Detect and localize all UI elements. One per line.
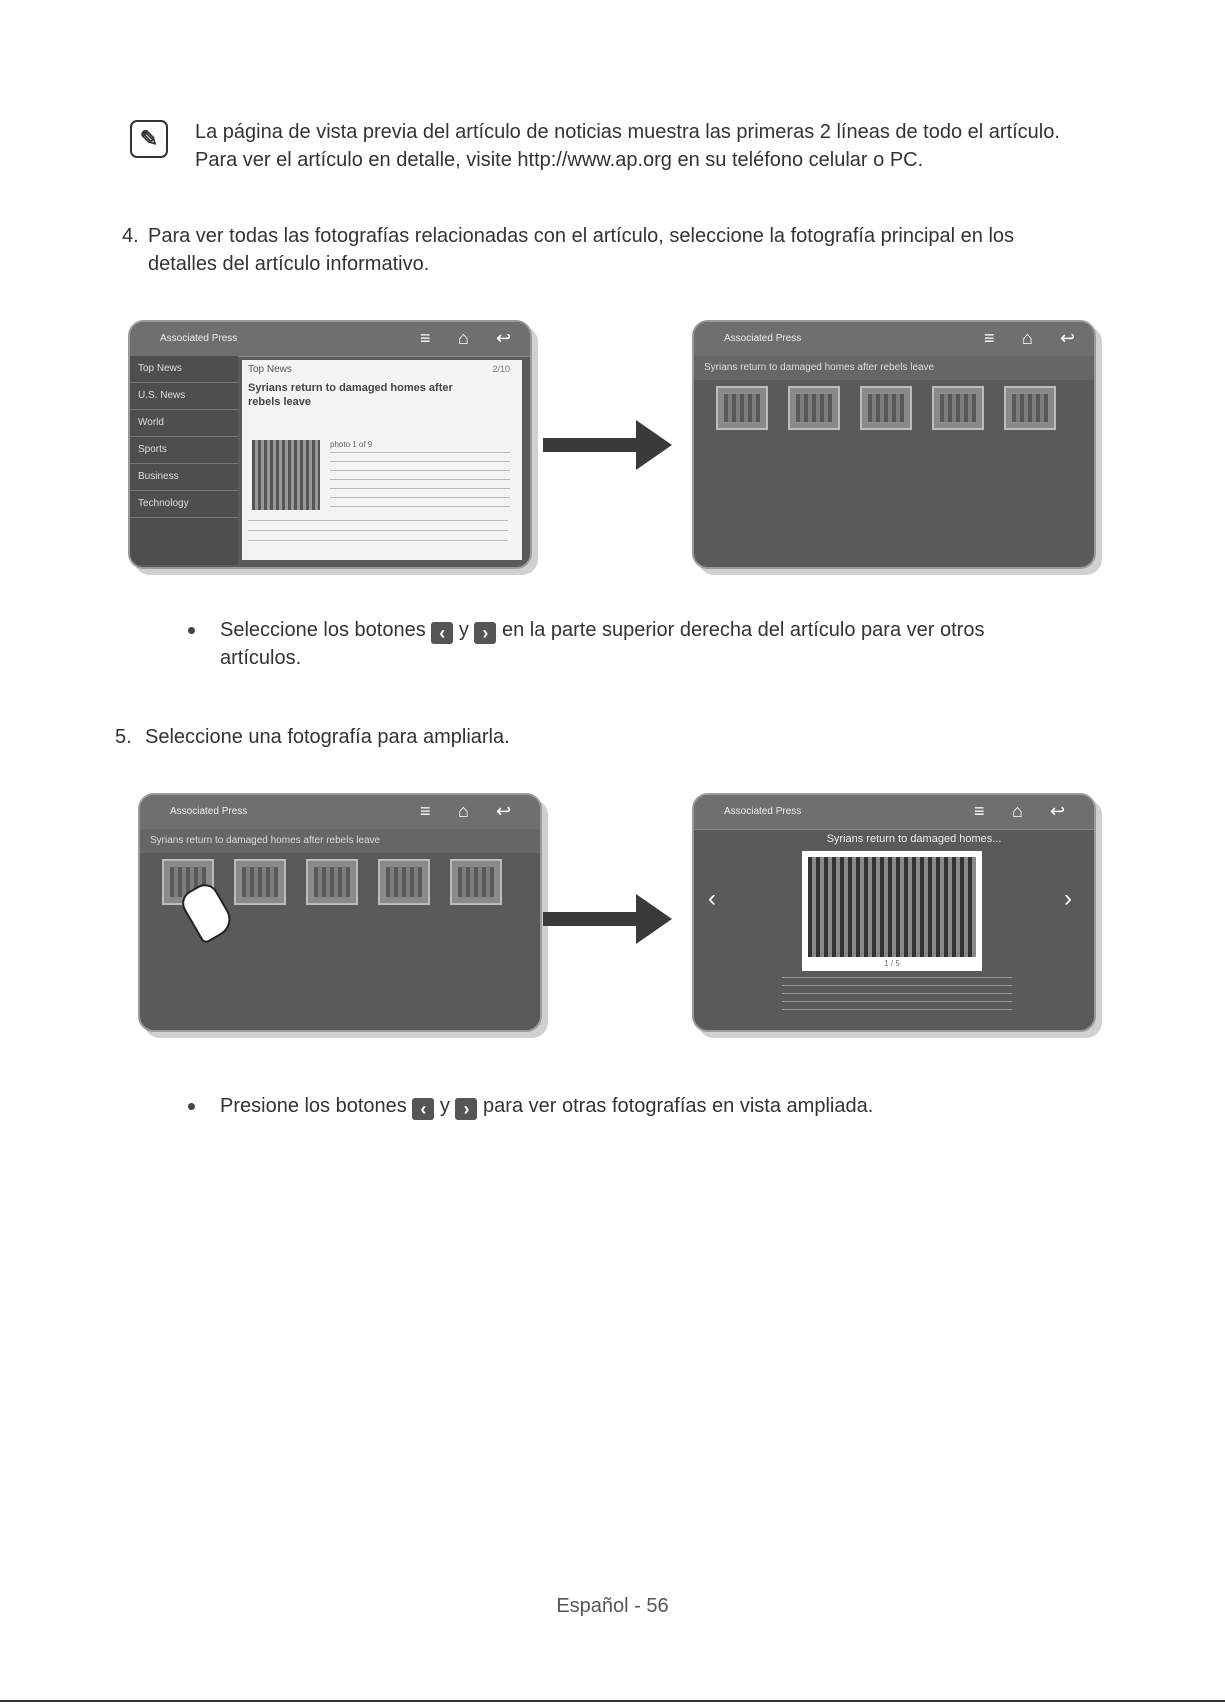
app-name: Associated Press [724, 806, 802, 817]
photo-thumbnail [1004, 386, 1056, 430]
gallery-headline: Syrians return to damaged homes after rebels leave [140, 829, 540, 853]
article-title-line-2: rebels leave [248, 396, 311, 408]
photo-counter: photo 1 of 9 [330, 440, 373, 449]
photo-thumbnail [860, 386, 912, 430]
caption-lines [782, 977, 1012, 1017]
note-line-1: La página de vista previa del artículo de noticias muestra las primeras 2 líneas de todo el artículo. [195, 121, 1060, 143]
photo-index: 1 / 5 [884, 959, 900, 968]
titlebar [130, 322, 530, 357]
home-icon: ⌂ [458, 801, 469, 821]
page-footer: Español - 56 [556, 1595, 669, 1617]
screenshot-photo-gallery [692, 320, 1096, 569]
enlarged-photo-title: Syrians return to damaged homes... [826, 833, 1002, 845]
arrow-right-icon [543, 438, 638, 452]
bottom-rule [0, 1700, 1225, 1702]
bullet-2-mid: y [439, 1095, 450, 1117]
back-icon: ↩ [1060, 328, 1076, 348]
screenshot-enlarged-photo [692, 793, 1096, 1032]
sidebar-item: Top News [130, 356, 238, 383]
screenshot-article-detail [128, 320, 532, 569]
photo-thumbnail [378, 859, 430, 905]
article-title-line-1: Syrians return to damaged homes after [248, 382, 453, 394]
list-icon: ≡ [984, 328, 995, 348]
article-body-lines [330, 452, 510, 512]
step-4-line-1: Para ver todas las fotografías relacionadas con el artículo, seleccione la fotografía principal en los [148, 225, 1015, 247]
photo-thumbnail [716, 386, 768, 430]
gallery-headline: Syrians return to damaged homes after rebels leave [694, 356, 1094, 380]
enlarged-photo [808, 857, 976, 957]
step-4-number: 4. [122, 225, 139, 247]
titlebar [694, 795, 1094, 830]
bullet-1-pre: Seleccione los botones [220, 619, 426, 641]
home-icon: ⌂ [1012, 801, 1023, 821]
bullet-1-line-2: artículos. [220, 647, 302, 669]
sidebar [130, 356, 238, 565]
top-news-label: Top News [248, 364, 292, 375]
home-icon: ⌂ [1022, 328, 1033, 348]
page-counter: 2/10 [492, 364, 510, 374]
bullet-dot [188, 627, 195, 634]
step-4 [122, 222, 1122, 278]
photo-thumbnail [450, 859, 502, 905]
bullet-2-pre: Presione los botones [220, 1095, 407, 1117]
photo-thumbnail [932, 386, 984, 430]
sidebar-item: Business [130, 464, 238, 491]
sidebar-item: World [130, 410, 238, 437]
note-line-2: Para ver el artículo en detalle, visite http://www.ap.org en su teléfono celular o PC. [195, 149, 924, 171]
titlebar [694, 322, 1094, 357]
bullet-dot [188, 1103, 195, 1110]
chevron-left-icon: ‹ [431, 622, 453, 644]
bullet-2 [188, 1092, 1088, 1120]
step-4-line-2: detalles del artículo informativo. [148, 253, 430, 275]
article-footer-lines [248, 520, 508, 548]
chevron-left-icon: ‹ [412, 1098, 434, 1120]
back-icon: ↩ [496, 801, 512, 821]
back-icon: ↩ [496, 328, 512, 348]
enlarged-photo-frame [802, 851, 982, 971]
photo-thumbnail [234, 859, 286, 905]
step-5-number: 5. [115, 726, 132, 748]
titlebar [140, 795, 540, 830]
photo-thumbnail [306, 859, 358, 905]
chevron-left-icon[interactable]: ‹ [708, 885, 716, 912]
chevron-right-icon[interactable]: › [1064, 885, 1072, 912]
sidebar-item: Technology [130, 491, 238, 518]
bullet-1-mid: y [458, 619, 469, 641]
bullet-2-post: para ver otras fotografías en vista ampliada. [483, 1095, 874, 1117]
bullet-1-post: en la parte superior derecha del artículo para ver otros [501, 619, 985, 641]
screenshot-gallery-select [138, 793, 542, 1032]
step-5 [115, 723, 1115, 751]
article-photo [252, 440, 320, 510]
list-icon: ≡ [974, 801, 985, 821]
note-text [195, 118, 1060, 174]
list-icon: ≡ [420, 328, 431, 348]
article-pane [242, 360, 522, 560]
chevron-right-icon: › [455, 1098, 477, 1120]
app-name: Associated Press [160, 333, 238, 344]
note-icon: ✎ [130, 120, 168, 158]
photo-thumbnail [788, 386, 840, 430]
sidebar-item: U.S. News [130, 383, 238, 410]
back-icon: ↩ [1050, 801, 1066, 821]
chevron-right-icon: › [474, 622, 496, 644]
app-name: Associated Press [724, 333, 802, 344]
arrow-right-icon [543, 912, 638, 926]
app-name: Associated Press [170, 806, 248, 817]
bullet-1 [188, 616, 1088, 672]
step-5-text: Seleccione una fotografía para ampliarla. [145, 726, 510, 748]
list-icon: ≡ [420, 801, 431, 821]
home-icon: ⌂ [458, 328, 469, 348]
sidebar-item: Sports [130, 437, 238, 464]
